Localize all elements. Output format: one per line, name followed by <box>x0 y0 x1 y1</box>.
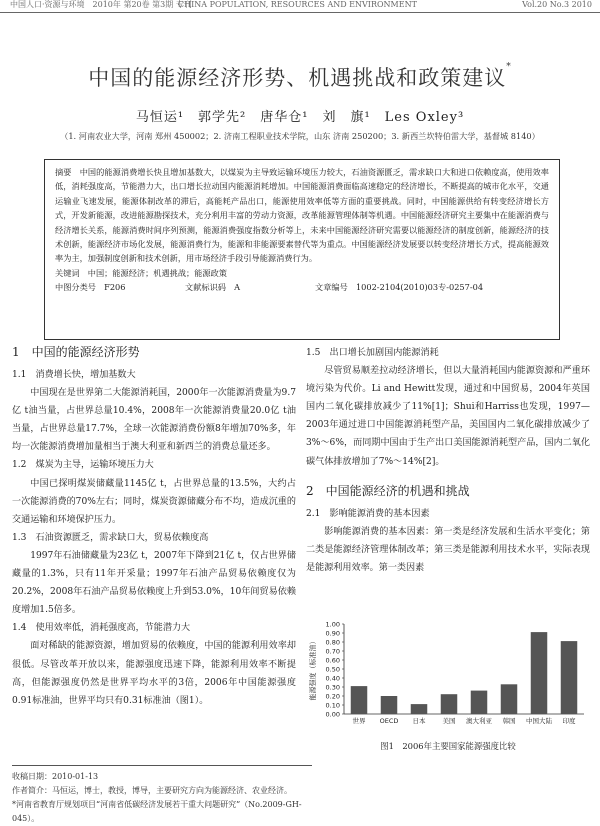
y-tick-label: 0.90 <box>325 629 340 638</box>
keywords-label: 关键词 <box>55 267 80 278</box>
doc-code-label: 文献标识码 <box>185 282 226 293</box>
bar-6 <box>531 632 548 714</box>
x-tick-label: 印度 <box>562 717 576 725</box>
subsection-heading: 1.1 消费增长快，增加基数大 <box>12 370 136 380</box>
author-list: 马恒运¹ 郭学先² 唐华仓¹ 刘 旗¹ Les Oxley³ <box>135 110 465 125</box>
paragraph: 1997年石油储藏量为23亿 t，2007年下降到21亿 t，仅占世界储藏量的1.3%，只有11年开采量；1997年石油产品贸易依赖度仅为20.2%，2008年石油产品贸易依赖度上升到53.0%，10年间贸易依赖度增加1.5倍多。 <box>12 550 296 616</box>
subsection-heading: 2.1 影响能源消费的基本因素 <box>306 508 430 519</box>
journal-volume: Vol.20 No.3 2010 <box>522 0 592 9</box>
energy-intensity-chart <box>306 618 590 738</box>
doc-code: A <box>234 282 241 293</box>
y-tick-label: 0.10 <box>325 701 340 710</box>
fund-note: *河南省教育厅规划项目“河南省低碳经济发展若干重大问题研究”（No.2009-GH-045）。 <box>12 800 302 823</box>
y-axis-label: 能源强度（标准油） <box>309 637 317 701</box>
running-header <box>0 0 600 13</box>
x-tick-label: 澳大利亚 <box>466 717 492 725</box>
section-heading: 1 中国的能源经济形势 <box>12 345 140 359</box>
x-tick-label: OECD <box>379 717 399 725</box>
right-column <box>306 344 590 577</box>
author-bio: 作者简介：马恒运，博士，教授，博导，主要研究方向为能源经济、农业经济。 <box>12 786 292 795</box>
y-tick-label: 0.50 <box>325 665 340 674</box>
subsection-heading: 1.4 使用效率低，消耗强度高，节能潜力大 <box>12 623 191 634</box>
subsection-heading: 1.3 石油资源匮乏，需求缺口大，贸易依赖度高 <box>12 532 209 543</box>
paragraph: 尽管贸易顺差拉动经济增长，但以大量消耗国内能源资源和严重环境污染为代价。Li and Hewitt发现，通过和中国贸易，2004年英国国内二氧化碳排放减少了11%[1]；Shui和Harriss也发现，1997—2003年通过进口中国能源消耗型产品，美国国内二氧化碳排放减少了3%～6%，而同期中国由于生产出口美国能源消耗型产品，国内二氧化碳气体排放增加了7%～14%[2]。 <box>306 366 590 467</box>
bar-5 <box>501 684 518 714</box>
bar-0 <box>351 686 368 714</box>
article-id-label: 文章编号 <box>315 282 348 293</box>
paragraph: 影响能源消费的基本因素：第一类是经济发展和生活水平变化；第二类是能源经济管理体制改革；第三类是能源利用技术水平，实际表现是能源利用效率。第一类因素 <box>306 526 590 573</box>
bar-3 <box>441 694 458 714</box>
x-tick-label: 美国 <box>442 717 456 725</box>
keywords-text: 中国；能源经济；机遇挑战；能源政策 <box>87 267 227 278</box>
x-tick-label: 韩国 <box>502 717 516 725</box>
received-date: 收稿日期：2010-01-13 <box>12 772 99 781</box>
abstract <box>55 165 549 266</box>
classification <box>55 280 549 294</box>
y-tick-label: 0.30 <box>325 683 340 692</box>
bar-7 <box>561 641 578 714</box>
paragraph: 中国已探明煤炭储藏量1145亿 t，占世界总量的13.5%，大约占一次能源消费的70%左右；同时，煤炭资源储藏分布不均，造成沉重的交通运输和环境保护压力。 <box>12 478 296 525</box>
y-tick-label: 0.40 <box>325 674 340 683</box>
journal-name: 中国人口·资源与环境 2010年 第20卷 第3期 专刊 <box>10 0 192 9</box>
left-column <box>12 344 296 710</box>
clc-label: 中图分类号 <box>55 282 96 293</box>
x-tick-label: 日本 <box>412 717 426 725</box>
paragraph: 中国现在是世界第二大能源消耗国，2000年一次能源消费量为9.7亿 t油当量，占世界总量10.4%，2008年一次能源消费量20.0亿 t油当量，占世界总量17.7%，全球一次能源消费份额8年增加70%多，年均一次能源消费增加量相当于澳大利亚和新西兰的消费总量还多。 <box>12 388 296 453</box>
clc-code: F206 <box>104 282 126 293</box>
y-tick-label: 0.20 <box>325 692 340 701</box>
x-tick-label: 中国大陆 <box>526 717 552 725</box>
subsection-heading: 1.2 煤炭为主导，运输环境压力大 <box>12 460 154 471</box>
bar-2 <box>411 704 428 714</box>
y-tick-label: 0.60 <box>325 656 340 665</box>
paper-title <box>0 62 600 92</box>
abstract-label: 摘要 <box>55 167 72 177</box>
subsection-heading: 1.5 出口增长加剧国内能源消耗 <box>306 348 439 358</box>
article-id: 1002-2104(2010)03专-0257-04 <box>355 282 484 293</box>
figure-caption: 图1 2006年主要国家能源强度比较 <box>380 741 516 751</box>
y-tick-label: 0.00 <box>325 710 340 719</box>
affiliations: （1. 河南农业大学，河南 郑州 450002；2. 济南工程职业技术学院，山东 济南 250200；3. 新西兰坎特伯雷大学，基督城 8140） <box>60 131 540 141</box>
y-tick-label: 0.80 <box>325 638 340 647</box>
bar-4 <box>471 691 488 714</box>
footnotes <box>12 765 312 826</box>
journal-name-en: CHINA POPULATION, RESOURCES AND ENVIRONMENT <box>178 0 417 9</box>
keywords <box>55 266 549 280</box>
paragraph: 面对稀缺的能源资源，增加贸易的依赖度，中国的能源利用效率却很低。尽管改革开放以来，能源强度迅速下降，能源利用效率不断提高，但能源强度仍然是世界平均水平的3倍，2006年中国能源强度0.91标准油，世界平均只有0.31标准油（图1）。 <box>12 641 296 706</box>
abstract-box <box>44 159 560 340</box>
figure-1 <box>306 618 590 758</box>
bar-1 <box>381 696 398 714</box>
paper-title-text: 中国的能源经济形势、机遇挑战和政策建议 <box>88 66 507 90</box>
abstract-text: 中国的能源消费增长快且增加基数大，以煤炭为主导致运输环境压力较大，石油资源匮乏，需求缺口大和进口依赖度高，使用效率低，消耗强度高，节能潜力大，出口增长拉动国内能源消耗增加。中国能源消费面临高速稳定的经济增长，不断提高的城市化水平，交通运输业飞速发展，能源体制改革的滞后，高能耗产品出口，能源使用效率低等方面的重要挑战。同时，中国能源供给有转变经济增长方式，开发新能源，改进能源勘探技术，充分利用丰富的劳动力资源，改革能源管理体制等机遇。中国能源经济研究主要集中在能源消费与经济增长关系，能源消费时间序列预测，能源消费强度指数分析等上，未来中国能源经济研究需要以能源经济的制度创新，能源经济的技术创新，能源经济市场化发展，能源消费行为，能源和非能源要素替代等为重点。中国能源经济发展要以转变经济增长方式，提高能源效率为主，加强制度创新和技术创新，用市场经济手段引导能源消费行为。 <box>55 167 549 264</box>
title-footnote-mark: * <box>506 62 512 72</box>
section-heading: 2 中国能源经济的机遇和挑战 <box>306 483 470 498</box>
y-tick-label: 1.00 <box>325 620 340 629</box>
x-tick-label: 世界 <box>352 717 366 725</box>
y-tick-label: 0.70 <box>325 647 340 656</box>
